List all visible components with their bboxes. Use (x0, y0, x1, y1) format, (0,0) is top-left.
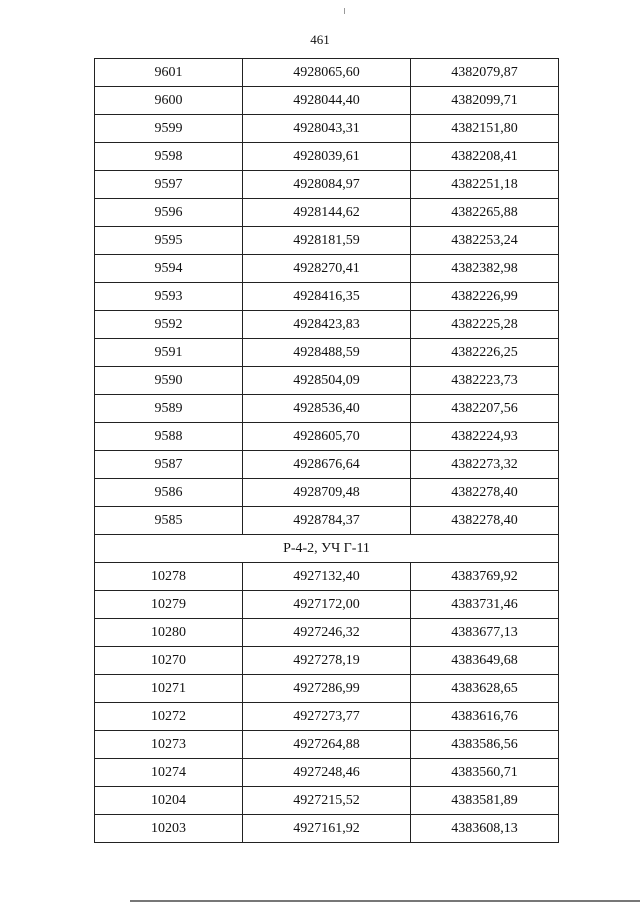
x-coordinate-cell: 4927161,92 (243, 815, 411, 843)
table-row (95, 759, 559, 787)
table-row (95, 451, 559, 479)
point-id-cell: 9599 (95, 115, 243, 143)
table-row (95, 731, 559, 759)
y-coordinate-cell: 4382207,56 (411, 395, 559, 423)
x-coordinate-cell: 4928270,41 (243, 255, 411, 283)
y-coordinate-cell: 4382382,98 (411, 255, 559, 283)
table-row (95, 647, 559, 675)
coordinates-table (94, 58, 559, 843)
x-coordinate-cell: 4928676,64 (243, 451, 411, 479)
table-row (95, 367, 559, 395)
point-id-cell: 9601 (95, 59, 243, 87)
point-id-cell: 9594 (95, 255, 243, 283)
scan-edge-line (130, 900, 640, 902)
x-coordinate-cell: 4928605,70 (243, 423, 411, 451)
table-row (95, 619, 559, 647)
y-coordinate-cell: 4382251,18 (411, 171, 559, 199)
y-coordinate-cell: 4382265,88 (411, 199, 559, 227)
table-row (95, 479, 559, 507)
y-coordinate-cell: 4382278,40 (411, 507, 559, 535)
point-id-cell: 9600 (95, 87, 243, 115)
x-coordinate-cell: 4928181,59 (243, 227, 411, 255)
y-coordinate-cell: 4383608,13 (411, 815, 559, 843)
table-body-bottom (95, 563, 559, 843)
scan-speck (344, 8, 345, 14)
point-id-cell: 9598 (95, 143, 243, 171)
point-id-cell: 10272 (95, 703, 243, 731)
x-coordinate-cell: 4928043,31 (243, 115, 411, 143)
point-id-cell: 9588 (95, 423, 243, 451)
point-id-cell: 10270 (95, 647, 243, 675)
x-coordinate-cell: 4927273,77 (243, 703, 411, 731)
x-coordinate-cell: 4928709,48 (243, 479, 411, 507)
point-id-cell: 9593 (95, 283, 243, 311)
table-row (95, 507, 559, 535)
point-id-cell: 9587 (95, 451, 243, 479)
table-row (95, 311, 559, 339)
table-row (95, 59, 559, 87)
point-id-cell: 9589 (95, 395, 243, 423)
point-id-cell: 10278 (95, 563, 243, 591)
point-id-cell: 9596 (95, 199, 243, 227)
point-id-cell: 9591 (95, 339, 243, 367)
table-row (95, 591, 559, 619)
x-coordinate-cell: 4928144,62 (243, 199, 411, 227)
x-coordinate-cell: 4927215,52 (243, 787, 411, 815)
table-row (95, 283, 559, 311)
x-coordinate-cell: 4928488,59 (243, 339, 411, 367)
table-row (95, 675, 559, 703)
x-coordinate-cell: 4928504,09 (243, 367, 411, 395)
point-id-cell: 10204 (95, 787, 243, 815)
table-row (95, 143, 559, 171)
x-coordinate-cell: 4927264,88 (243, 731, 411, 759)
x-coordinate-cell: 4928039,61 (243, 143, 411, 171)
x-coordinate-cell: 4927132,40 (243, 563, 411, 591)
y-coordinate-cell: 4382226,25 (411, 339, 559, 367)
page-number: 461 (310, 32, 330, 47)
point-id-cell: 10203 (95, 815, 243, 843)
y-coordinate-cell: 4382099,71 (411, 87, 559, 115)
point-id-cell: 10274 (95, 759, 243, 787)
x-coordinate-cell: 4927286,99 (243, 675, 411, 703)
y-coordinate-cell: 4382151,80 (411, 115, 559, 143)
y-coordinate-cell: 4382079,87 (411, 59, 559, 87)
x-coordinate-cell: 4927172,00 (243, 591, 411, 619)
table-row (95, 199, 559, 227)
point-id-cell: 9590 (95, 367, 243, 395)
point-id-cell: 9595 (95, 227, 243, 255)
y-coordinate-cell: 4383731,46 (411, 591, 559, 619)
x-coordinate-cell: 4927278,19 (243, 647, 411, 675)
y-coordinate-cell: 4383560,71 (411, 759, 559, 787)
table-row (95, 255, 559, 283)
x-coordinate-cell: 4927246,32 (243, 619, 411, 647)
y-coordinate-cell: 4383649,68 (411, 647, 559, 675)
point-id-cell: 9586 (95, 479, 243, 507)
section-header-row (95, 535, 559, 563)
y-coordinate-cell: 4383616,76 (411, 703, 559, 731)
y-coordinate-cell: 4382224,93 (411, 423, 559, 451)
point-id-cell: 10279 (95, 591, 243, 619)
y-coordinate-cell: 4382273,32 (411, 451, 559, 479)
x-coordinate-cell: 4928423,83 (243, 311, 411, 339)
point-id-cell: 9592 (95, 311, 243, 339)
table-row (95, 227, 559, 255)
x-coordinate-cell: 4928536,40 (243, 395, 411, 423)
point-id-cell: 10273 (95, 731, 243, 759)
y-coordinate-cell: 4382225,28 (411, 311, 559, 339)
y-coordinate-cell: 4382226,99 (411, 283, 559, 311)
table-body-top (95, 59, 559, 535)
table-row (95, 87, 559, 115)
y-coordinate-cell: 4383677,13 (411, 619, 559, 647)
table-row (95, 787, 559, 815)
y-coordinate-cell: 4383581,89 (411, 787, 559, 815)
table-row (95, 815, 559, 843)
y-coordinate-cell: 4383628,65 (411, 675, 559, 703)
table-row (95, 171, 559, 199)
point-id-cell: 9585 (95, 507, 243, 535)
y-coordinate-cell: 4383769,92 (411, 563, 559, 591)
table-row (95, 563, 559, 591)
table-row (95, 115, 559, 143)
y-coordinate-cell: 4382208,41 (411, 143, 559, 171)
section-header-group (95, 535, 559, 563)
y-coordinate-cell: 4382223,73 (411, 367, 559, 395)
x-coordinate-cell: 4927248,46 (243, 759, 411, 787)
section-header: Р-4-2, УЧ Г-11 (95, 535, 559, 563)
y-coordinate-cell: 4382253,24 (411, 227, 559, 255)
x-coordinate-cell: 4928084,97 (243, 171, 411, 199)
x-coordinate-cell: 4928044,40 (243, 87, 411, 115)
point-id-cell: 10271 (95, 675, 243, 703)
point-id-cell: 10280 (95, 619, 243, 647)
y-coordinate-cell: 4382278,40 (411, 479, 559, 507)
table-row (95, 339, 559, 367)
table-row (95, 423, 559, 451)
x-coordinate-cell: 4928416,35 (243, 283, 411, 311)
y-coordinate-cell: 4383586,56 (411, 731, 559, 759)
table-row (95, 703, 559, 731)
point-id-cell: 9597 (95, 171, 243, 199)
table-row (95, 395, 559, 423)
x-coordinate-cell: 4928784,37 (243, 507, 411, 535)
x-coordinate-cell: 4928065,60 (243, 59, 411, 87)
